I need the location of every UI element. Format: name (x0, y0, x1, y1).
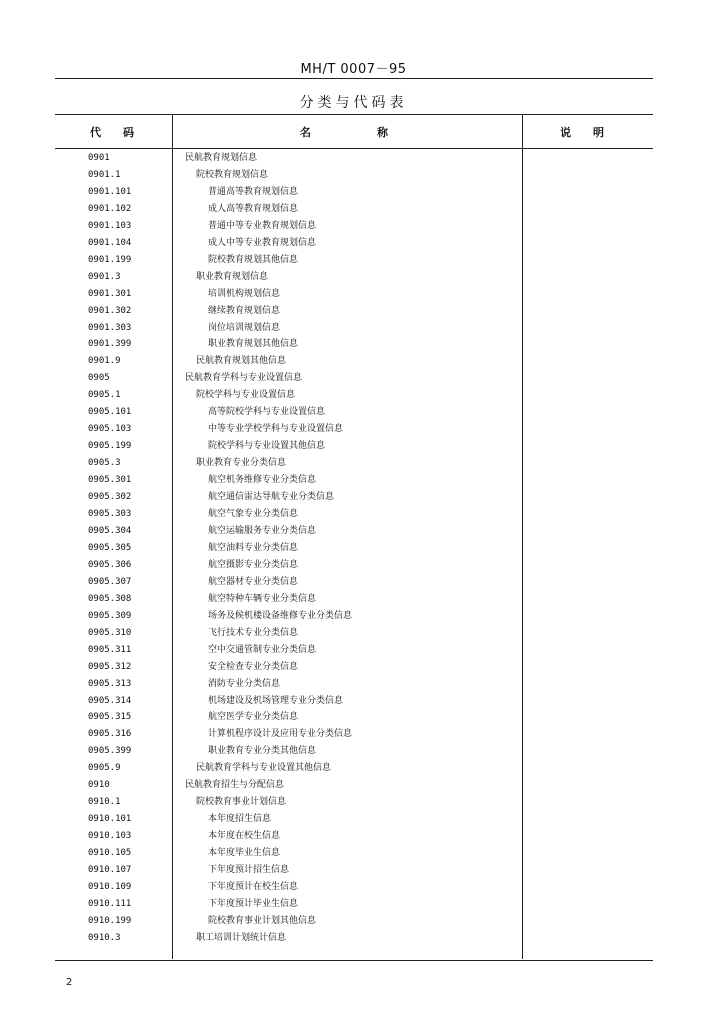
row-name: 院校学科与专业设置信息 (196, 390, 296, 401)
row-name: 继续教育规划信息 (208, 305, 281, 316)
table-row (55, 184, 653, 201)
row-code: 0905.103 (88, 424, 132, 435)
row-name: 职工培训计划统计信息 (196, 932, 287, 943)
table-row (55, 472, 653, 489)
table-row (55, 642, 653, 659)
table-row (55, 201, 653, 218)
row-code: 0905.304 (88, 525, 132, 536)
column-header-remarks: 说 明 (560, 126, 604, 139)
table-row (55, 828, 653, 845)
page-number: 2 (66, 977, 73, 988)
row-code: 0905.9 (88, 763, 121, 774)
row-name: 消防专业分类信息 (208, 678, 281, 689)
row-name: 航空器材专业分类信息 (208, 576, 299, 587)
row-code: 0901.101 (88, 186, 132, 197)
table-row (55, 286, 653, 303)
row-name: 职业教育专业分类其他信息 (208, 746, 317, 757)
table-row (55, 709, 653, 726)
row-name: 航空运输服务专业分类信息 (208, 525, 317, 536)
table-row (55, 743, 653, 760)
row-name: 民航教育规划其他信息 (196, 356, 287, 367)
row-name: 职业教育专业分类信息 (196, 458, 287, 469)
row-code: 0901.104 (88, 237, 132, 248)
row-name: 岗位培训规划信息 (208, 322, 281, 333)
row-code: 0905.305 (88, 542, 132, 553)
table-row (55, 930, 653, 947)
table-title: 分类与代码表 (299, 95, 408, 111)
row-name: 成人中等专业教育规划信息 (208, 237, 317, 248)
table-row (55, 659, 653, 676)
row-name: 民航教育学科与专业设置信息 (185, 373, 303, 384)
row-code: 0905.316 (88, 729, 132, 740)
row-name: 航空摄影专业分类信息 (208, 559, 299, 570)
table-row (55, 269, 653, 286)
row-name: 职业教育规划其他信息 (208, 339, 299, 350)
table-row (55, 303, 653, 320)
row-code: 0910 (88, 780, 110, 791)
row-code: 0905.199 (88, 441, 132, 452)
row-code: 0905.302 (88, 492, 132, 503)
header-rule (55, 78, 653, 79)
table-row (55, 421, 653, 438)
row-name: 培训机构规划信息 (208, 288, 281, 299)
row-code: 0905.301 (88, 475, 132, 486)
row-name: 中等专业学校学科与专业设置信息 (208, 424, 344, 435)
table-row (55, 760, 653, 777)
table-row (55, 353, 653, 370)
table-row (55, 913, 653, 930)
row-name: 航空气象专业分类信息 (208, 509, 299, 520)
row-code: 0905.399 (88, 746, 132, 757)
row-name: 职业教育规划信息 (196, 271, 269, 282)
row-name: 航空特种车辆专业分类信息 (208, 593, 317, 604)
table-row (55, 896, 653, 913)
row-code: 0901.302 (88, 305, 132, 316)
row-name: 航空医学专业分类信息 (208, 712, 299, 723)
row-name: 本年度毕业生信息 (208, 848, 281, 859)
row-name: 飞行技术专业分类信息 (208, 627, 299, 638)
row-code: 0905.101 (88, 407, 132, 418)
row-code: 0910.111 (88, 898, 132, 909)
table-row (55, 676, 653, 693)
row-name: 院校教育规划其他信息 (208, 254, 299, 265)
table-row (55, 794, 653, 811)
row-code: 0905.306 (88, 559, 132, 570)
table-row (55, 336, 653, 353)
row-name: 普通中等专业教育规划信息 (208, 220, 317, 231)
table-row (55, 811, 653, 828)
row-code: 0910.105 (88, 848, 132, 859)
row-code: 0901.3 (88, 271, 121, 282)
table-row (55, 726, 653, 743)
row-code: 0905.311 (88, 644, 132, 655)
row-code: 0905.308 (88, 593, 132, 604)
table-row (55, 625, 653, 642)
row-name: 下年度预计招生信息 (208, 865, 290, 876)
row-code: 0905.314 (88, 695, 132, 706)
row-code: 0901 (88, 153, 110, 163)
row-code: 0901.301 (88, 288, 132, 299)
row-name: 航空机务维修专业分类信息 (208, 475, 317, 486)
row-name: 民航教育规划信息 (185, 153, 258, 163)
table-row (55, 777, 653, 794)
row-code: 0901.199 (88, 254, 132, 265)
row-name: 院校教育事业计划信息 (196, 797, 287, 808)
table-row (55, 252, 653, 269)
row-code: 0910.103 (88, 831, 132, 842)
row-code: 0901.103 (88, 220, 132, 231)
table-row (55, 455, 653, 472)
table-body (55, 150, 653, 947)
table-row (55, 167, 653, 184)
table-row (55, 320, 653, 337)
row-code: 0901.399 (88, 339, 132, 350)
table-row (55, 693, 653, 710)
row-code: 0905.313 (88, 678, 132, 689)
row-code: 0905.309 (88, 610, 132, 621)
row-name: 本年度招生信息 (208, 814, 272, 825)
row-name: 场务及候机楼设备维修专业分类信息 (208, 610, 353, 621)
table-row (55, 387, 653, 404)
column-header-code: 代 码 (90, 126, 134, 139)
row-name: 院校教育规划信息 (196, 169, 269, 180)
row-code: 0901.102 (88, 203, 132, 214)
table-row (55, 506, 653, 523)
row-code: 0910.101 (88, 814, 132, 825)
table-row (55, 489, 653, 506)
table-row (55, 574, 653, 591)
row-name: 计算机程序设计及应用专业分类信息 (208, 729, 353, 740)
row-code: 0905.312 (88, 661, 132, 672)
row-code: 0905.3 (88, 458, 121, 469)
row-code: 0905.303 (88, 509, 132, 520)
row-name: 航空油料专业分类信息 (208, 542, 299, 553)
row-name: 空中交通管制专业分类信息 (208, 644, 317, 655)
row-code: 0910.3 (88, 932, 121, 943)
row-name: 航空通信雷达导航专业分类信息 (208, 492, 335, 503)
row-code: 0910.107 (88, 865, 132, 876)
row-code: 0901.9 (88, 356, 121, 367)
row-name: 民航教育招生与分配信息 (185, 780, 285, 791)
table-row (55, 608, 653, 625)
row-code: 0901.303 (88, 322, 132, 333)
table-row (55, 879, 653, 896)
row-code: 0905.315 (88, 712, 132, 723)
row-code: 0905.310 (88, 627, 132, 638)
table-row (55, 235, 653, 252)
table-row (55, 438, 653, 455)
table-row (55, 845, 653, 862)
row-code: 0910.109 (88, 881, 132, 892)
column-header-name: 名 称 (300, 126, 388, 139)
table-row (55, 540, 653, 557)
table-row (55, 218, 653, 235)
standard-code: MH/T 0007－95 (300, 62, 407, 77)
table-row (55, 150, 653, 167)
row-name: 本年度在校生信息 (208, 831, 281, 842)
row-code: 0905.1 (88, 390, 121, 401)
header-row-rule (55, 148, 653, 149)
row-name: 安全检查专业分类信息 (208, 661, 299, 672)
row-code: 0910.1 (88, 797, 121, 808)
row-code: 0905 (88, 373, 110, 384)
row-name: 院校学科与专业设置其他信息 (208, 441, 326, 452)
table-row (55, 862, 653, 879)
table-row (55, 370, 653, 387)
row-code: 0901.1 (88, 169, 121, 180)
row-name: 机场建设及机场管理专业分类信息 (208, 695, 344, 706)
row-name: 下年度预计毕业生信息 (208, 898, 299, 909)
row-name: 高等院校学科与专业设置信息 (208, 407, 326, 418)
table-row (55, 523, 653, 540)
row-code: 0910.199 (88, 915, 132, 926)
row-name: 院校教育事业计划其他信息 (208, 915, 317, 926)
row-name: 普通高等教育规划信息 (208, 186, 299, 197)
row-name: 成人高等教育规划信息 (208, 203, 299, 214)
row-name: 下年度预计在校生信息 (208, 881, 299, 892)
table-row (55, 404, 653, 421)
row-code: 0905.307 (88, 576, 132, 587)
row-name: 民航教育学科与专业设置其他信息 (196, 763, 332, 774)
table-row (55, 591, 653, 608)
table-row (55, 557, 653, 574)
